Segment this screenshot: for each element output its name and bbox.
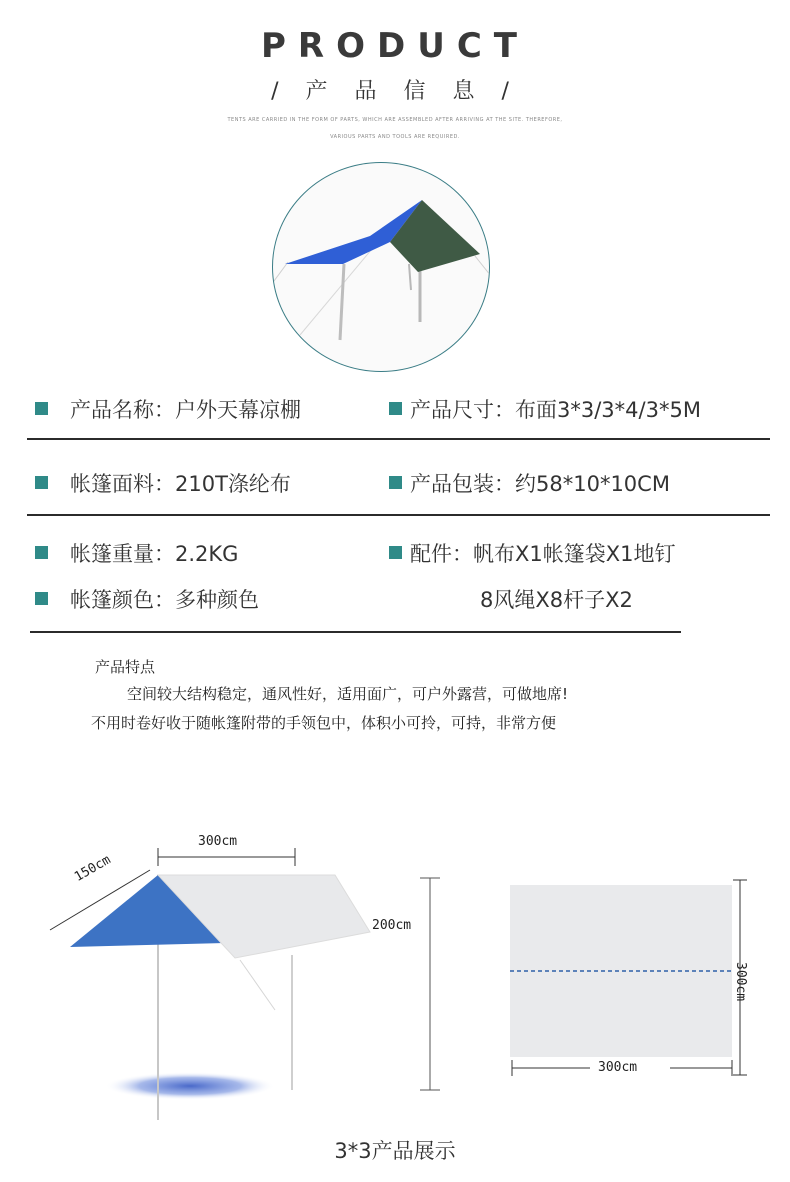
spec-accessories: 配件：帆布X1帐篷袋X1地钉 [410,542,676,566]
intro-note-line1: TENTS ARE CARRIED IN THE FORM OF PARTS, WHICH ARE ASSEMBLED AFTER ARRIVING AT THE SITE. THEREFORE, [227,117,563,123]
dim-bottom-300: 300cm [598,1060,638,1075]
top-view-diagram [500,870,760,1085]
spec-package: 产品包装：约58*10*10CM [410,472,670,496]
spec-color: 帐篷颜色：多种颜色 [70,588,259,612]
divider [27,514,770,516]
intro-note-line2: VARIOUS PARTS AND TOOLS ARE REQUIRED. [330,134,460,140]
spec-accessories-continued: 8风绳X8杆子X2 [480,588,633,612]
divider [30,631,681,633]
divider [27,438,770,440]
dim-top-300: 300cm [198,834,238,849]
ground-shadow [105,1072,275,1100]
diagram-caption: 3*3产品展示 [334,1139,456,1163]
bullet-icon [389,546,402,559]
features-line2: 不用时卷好收于随帐篷附带的手领包中，体积小可拎，可持，非常方便 [91,714,557,732]
bullet-icon [35,592,48,605]
features-line1: 空间较大结构稳定，通风性好，适用面广，可户外露营，可做地席! [127,685,569,703]
bullet-icon [35,402,48,415]
bullet-icon [389,476,402,489]
product-photo-circle [270,160,492,374]
tarp-top-view [510,885,732,1057]
features-heading: 产品特点 [95,658,156,676]
dim-200: 200cm [372,918,412,933]
bullet-icon [389,402,402,415]
spec-weight: 帐篷重量：2.2KG [70,542,239,566]
bullet-icon [35,546,48,559]
spec-size: 产品尺寸：布面3*3/3*4/3*5M [410,398,701,422]
page-title: PRODUCT [261,26,529,66]
bullet-icon [35,476,48,489]
spec-fabric: 帐篷面料：210T涤纶布 [70,472,291,496]
dim-side-300: 300cm [733,962,748,1002]
page-subtitle: / 产 品 信 息 / [271,79,519,104]
spec-name: 产品名称：户外天幕凉棚 [70,398,301,422]
dim-150: 150cm [72,852,114,885]
